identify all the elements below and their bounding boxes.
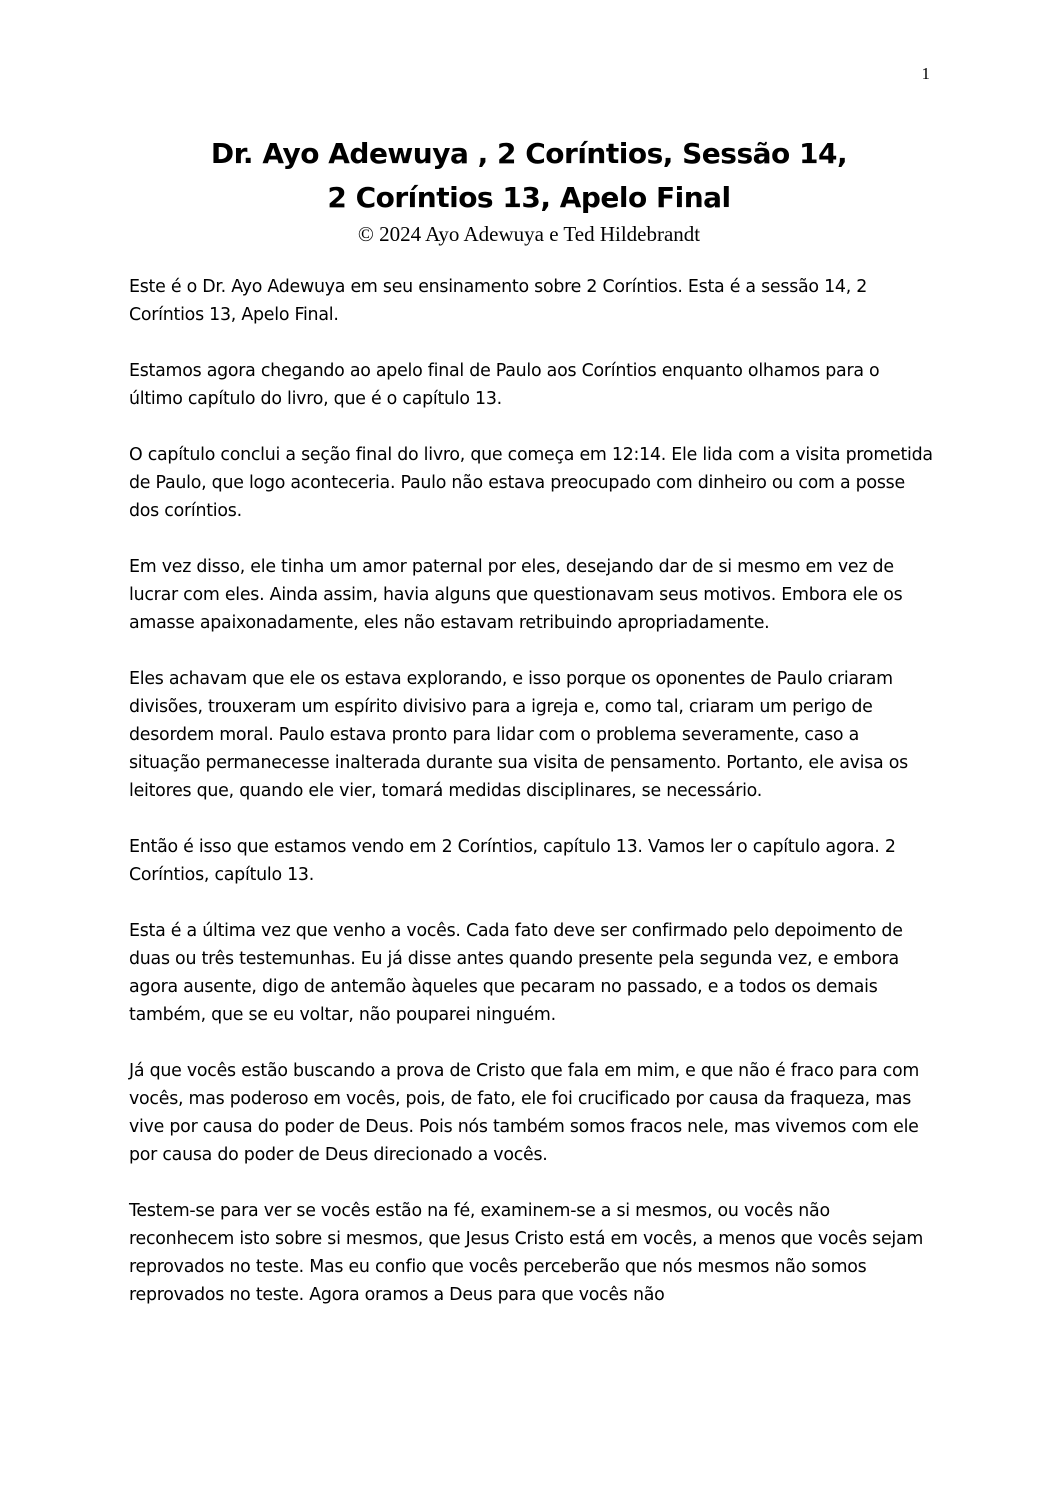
paragraph-4: Em vez disso, ele tinha um amor paternal por eles, desejando dar de si mesmo em vez de lucrar com eles. Ainda assim, havia alguns que questionavam seus motivos. Embora ele os amasse apaixonadamente, eles não estavam retribuindo apropriadamente. [129,557,903,633]
page-number: 1 [921,64,930,83]
title-line-1: Dr. Ayo Adewuya , 2 Coríntios, Sessão 14, [210,137,848,170]
copyright-line: © 2024 Ayo Adewuya e Ted Hildebrandt [357,222,701,246]
paragraph-7: Esta é a última vez que venho a vocês. Cada fato deve ser confirmado pelo depoimento de duas ou três testemunhas. Eu já disse antes quando presente pela segunda vez, e embora agora ausente, digo de antemão àqueles que pecaram no passado, e a todos os demais também, que se eu voltar, não pouparei ninguém. [129,921,903,1025]
paragraph-1: Este é o Dr. Ayo Adewuya em seu ensinamento sobre 2 Coríntios. Esta é a sessão 14, 2 Coríntios 13, Apelo Final. [129,277,868,325]
paragraph-2: Estamos agora chegando ao apelo final de Paulo aos Coríntios enquanto olhamos para o último capítulo do livro, que é o capítulo 13. [129,361,880,409]
paragraph-3: O capítulo conclui a seção final do livro, que começa em 12:14. Ele lida com a visita prometida de Paulo, que logo aconteceria. Paulo não estava preocupado com dinheiro ou com a posse dos coríntios. [129,445,933,521]
paragraph-5: Eles achavam que ele os estava explorando, e isso porque os oponentes de Paulo criaram divisões, trouxeram um espírito divisivo para a igreja e, como tal, criaram um perigo de desordem moral. Paulo estava pronto para lidar com o problema severamente, caso a situação permanecesse inalterada durante sua visita de pensamento. Portanto, ele avisa os leitores que, quando ele vier, tomará medidas disciplinares, se necessário. [129,669,908,801]
document-title [0,132,1058,220]
title-line-2: 2 Coríntios 13, Apelo Final [327,181,731,214]
paragraph-6: Então é isso que estamos vendo em 2 Coríntios, capítulo 13. Vamos ler o capítulo agora. 2 Coríntios, capítulo 13. [129,837,896,885]
paragraph-9: Testem-se para ver se vocês estão na fé, examinem-se a si mesmos, ou vocês não reconhecem isto sobre si mesmos, que Jesus Cristo está em vocês, a menos que vocês sejam reprovados no teste. Mas eu confio que vocês perceberão que nós mesmos não somos reprovados no teste. Agora oramos a Deus para que vocês não [129,1201,924,1305]
paragraph-8: Já que vocês estão buscando a prova de Cristo que fala em mim, e que não é fraco para com vocês, mas poderoso em vocês, pois, de fato, ele foi crucificado por causa da fraqueza, mas vive por causa do poder de Deus. Pois nós também somos fracos nele, mas vivemos com ele por causa do poder de Deus direcionado a vocês. [129,1061,920,1165]
document-body [129,273,934,1337]
